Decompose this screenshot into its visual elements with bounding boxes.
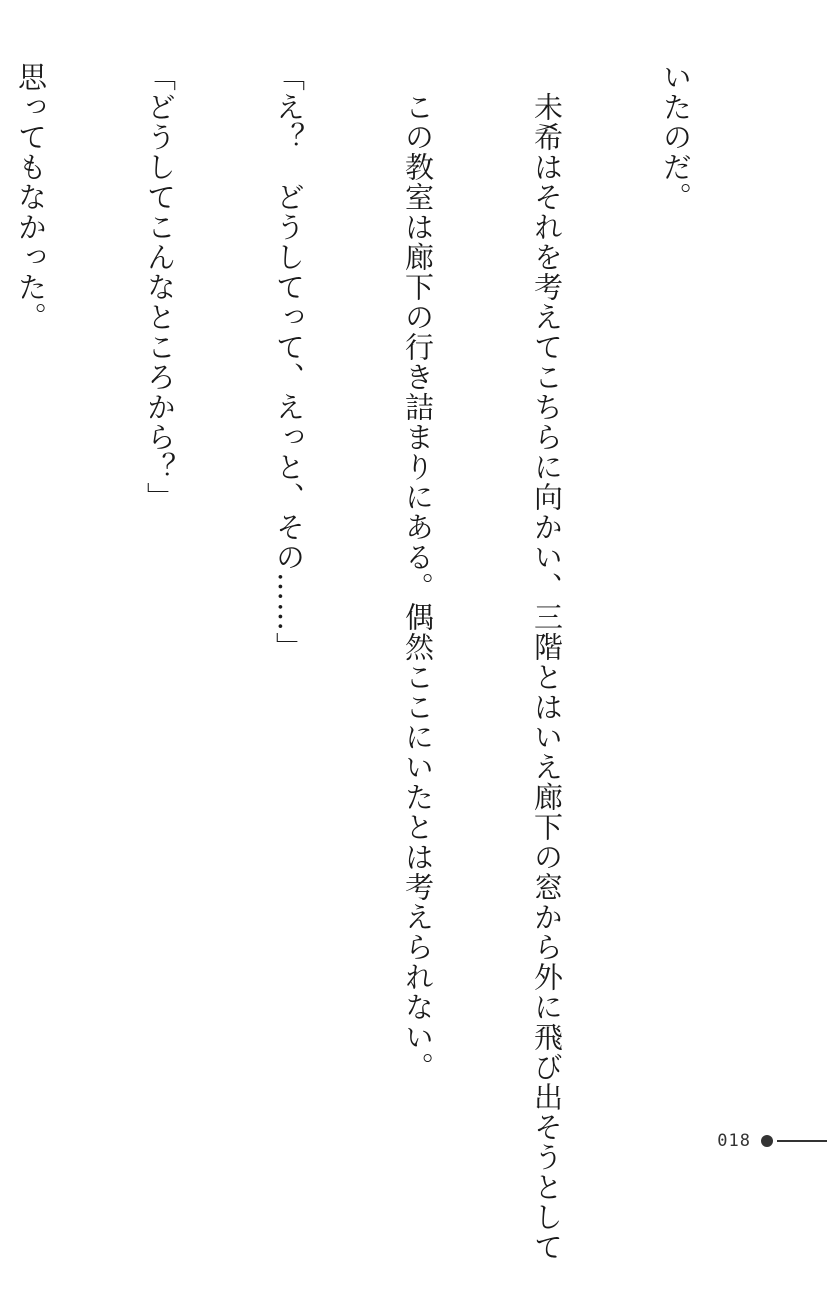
text-line: 「え？ どうしてって、えっと、その……」 [272, 62, 306, 662]
text-line: 「どうしてこんなところから？」 [143, 62, 177, 512]
page-marker-rule [777, 1140, 827, 1142]
text-line: いたのだ。 [659, 62, 693, 212]
text-line: この教室は廊下の行き詰まりにある。偶然ここにいたとは考えられない。 [401, 62, 435, 1082]
page-marker-dot-icon [761, 1135, 773, 1147]
text-line: 思ってもなかった。 [14, 62, 48, 332]
page-footer [717, 1130, 827, 1152]
page-number: 018 [717, 1131, 751, 1151]
text-line: 未希はそれを考えてこちらに向かい、三階とはいえ廊下の窓から外に飛び出そうとして [530, 62, 564, 1262]
